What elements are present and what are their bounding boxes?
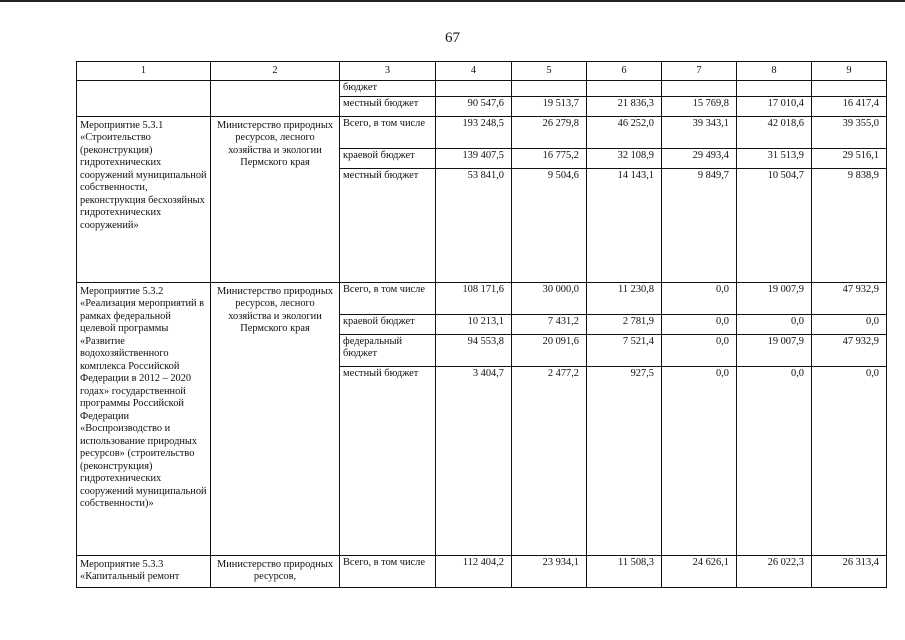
value-cell: 26 022,3 — [737, 555, 812, 587]
col-header: 6 — [587, 62, 662, 81]
value-cell: 24 626,1 — [662, 555, 737, 587]
value-cell: 16 775,2 — [512, 148, 587, 168]
value-cell: 20 091,6 — [512, 334, 587, 366]
value-cell: 7 431,2 — [512, 314, 587, 334]
value-cell: 39 355,0 — [812, 116, 887, 148]
source-cell: бюджет — [340, 81, 436, 97]
value-cell: 0,0 — [737, 314, 812, 334]
value-cell: 112 404,2 — [436, 555, 512, 587]
col-header: 2 — [211, 62, 340, 81]
value-cell: 19 007,9 — [737, 334, 812, 366]
executor-name: Министерство природных ресурсов, лесного хозяйства и экологии Пермского края — [211, 116, 340, 282]
value-cell: 90 547,6 — [436, 96, 512, 116]
value-cell: 19 007,9 — [737, 282, 812, 314]
executor-cell — [211, 81, 340, 117]
value-cell: 0,0 — [737, 366, 812, 555]
activity-name: Мероприятие 5.3.1 «Строительство (реконструкция) гидротехнических сооружений муниципальной собственности, реконструкция бесхозяйных гидротехнических сооружений» — [77, 116, 211, 282]
value-cell: 0,0 — [662, 334, 737, 366]
source-cell: федеральный бюджет — [340, 334, 436, 366]
value-cell: 17 010,4 — [737, 96, 812, 116]
activity-name: Мероприятие 5.3.3 «Капитальный ремонт — [77, 555, 211, 587]
page-top-rule — [0, 0, 905, 2]
value-cell: 3 404,7 — [436, 366, 512, 555]
header-row — [77, 62, 887, 81]
value-cell: 108 171,6 — [436, 282, 512, 314]
value-cell: 26 313,4 — [812, 555, 887, 587]
col-header: 1 — [77, 62, 211, 81]
value-cell: 32 108,9 — [587, 148, 662, 168]
value-cell: 30 000,0 — [512, 282, 587, 314]
value-cell: 0,0 — [662, 282, 737, 314]
value-cell: 10 504,7 — [737, 168, 812, 282]
value-cell: 47 932,9 — [812, 334, 887, 366]
value-cell: 139 407,5 — [436, 148, 512, 168]
col-header: 8 — [737, 62, 812, 81]
source-cell: Всего, в том числе — [340, 116, 436, 148]
col-header: 3 — [340, 62, 436, 81]
value-cell: 39 343,1 — [662, 116, 737, 148]
table-row — [77, 555, 887, 587]
table-row — [77, 282, 887, 314]
page-number: 67 — [445, 30, 460, 46]
source-cell: Всего, в том числе — [340, 282, 436, 314]
value-cell: 47 932,9 — [812, 282, 887, 314]
col-header: 4 — [436, 62, 512, 81]
col-header: 5 — [512, 62, 587, 81]
value-cell: 11 508,3 — [587, 555, 662, 587]
value-cell: 19 513,7 — [512, 96, 587, 116]
value-cell: 11 230,8 — [587, 282, 662, 314]
value-cell: 42 018,6 — [737, 116, 812, 148]
source-cell: местный бюджет — [340, 96, 436, 116]
activity-cell — [77, 81, 211, 117]
value-cell: 53 841,0 — [436, 168, 512, 282]
activity-name: Мероприятие 5.3.2 «Реализация мероприятий в рамках федеральной целевой программы «Развитие водохозяйственного комплекса Российской Федерации в 2012 – 2020 годах» государственной программы Российской Федерации «Воспроизводство и использование природных ресурсов» (строительство (реконструкция) гидротехнических сооружений муниципальной собственности)» — [77, 282, 211, 555]
source-cell: Всего, в том числе — [340, 555, 436, 587]
value-cell: 10 213,1 — [436, 314, 512, 334]
value-cell: 23 934,1 — [512, 555, 587, 587]
source-cell: краевой бюджет — [340, 314, 436, 334]
value-cell: 0,0 — [812, 366, 887, 555]
budget-table — [76, 61, 887, 588]
source-cell: местный бюджет — [340, 168, 436, 282]
value-cell: 21 836,3 — [587, 96, 662, 116]
value-cell: 46 252,0 — [587, 116, 662, 148]
value-cell: 16 417,4 — [812, 96, 887, 116]
value-cell: 193 248,5 — [436, 116, 512, 148]
value-cell: 9 849,7 — [662, 168, 737, 282]
value-cell: 2 477,2 — [512, 366, 587, 555]
value-cell: 927,5 — [587, 366, 662, 555]
executor-name: Министерство природных ресурсов, лесного хозяйства и экологии Пермского края — [211, 282, 340, 555]
value-cell: 0,0 — [812, 314, 887, 334]
source-cell: местный бюджет — [340, 366, 436, 555]
value-cell: 9 504,6 — [512, 168, 587, 282]
source-cell: краевой бюджет — [340, 148, 436, 168]
value-cell: 0,0 — [662, 314, 737, 334]
value-cell: 7 521,4 — [587, 334, 662, 366]
value-cell: 29 493,4 — [662, 148, 737, 168]
col-header: 9 — [812, 62, 887, 81]
value-cell: 9 838,9 — [812, 168, 887, 282]
executor-name: Министерство природных ресурсов, — [211, 555, 340, 587]
value-cell: 0,0 — [662, 366, 737, 555]
value-cell: 29 516,1 — [812, 148, 887, 168]
value-cell: 31 513,9 — [737, 148, 812, 168]
value-cell: 2 781,9 — [587, 314, 662, 334]
table-row — [77, 116, 887, 148]
col-header: 7 — [662, 62, 737, 81]
value-cell: 94 553,8 — [436, 334, 512, 366]
value-cell: 15 769,8 — [662, 96, 737, 116]
value-cell: 14 143,1 — [587, 168, 662, 282]
table-row — [77, 81, 887, 97]
value-cell: 26 279,8 — [512, 116, 587, 148]
